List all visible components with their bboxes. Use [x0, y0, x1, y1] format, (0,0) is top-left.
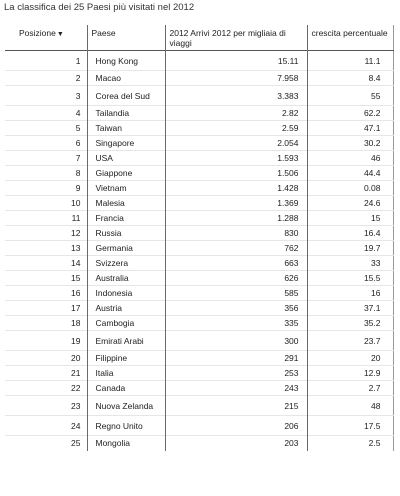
arrivals-cell: 1.506 — [165, 166, 307, 181]
rank-cell: 15 — [5, 271, 87, 286]
country-cell: Cambogia — [87, 316, 165, 331]
arrivals-cell: 1.593 — [165, 151, 307, 166]
table-row — [5, 436, 393, 451]
growth-cell: 30.2 — [307, 136, 393, 151]
country-cell: Italia — [87, 366, 165, 381]
table-row — [5, 121, 393, 136]
country-cell: Germania — [87, 241, 165, 256]
arrivals-cell: 215 — [165, 396, 307, 416]
column-header-rank[interactable] — [5, 25, 87, 51]
arrivals-cell: 830 — [165, 226, 307, 241]
growth-cell: 55 — [307, 86, 393, 106]
growth-cell: 48 — [307, 396, 393, 416]
table-row — [5, 396, 393, 416]
country-cell: Vietnam — [87, 181, 165, 196]
table-header-row — [5, 25, 393, 51]
growth-cell: 17.5 — [307, 416, 393, 436]
country-cell: Svizzera — [87, 256, 165, 271]
rank-cell: 24 — [5, 416, 87, 436]
rank-cell: 20 — [5, 351, 87, 366]
column-header-country[interactable]: Paese — [87, 25, 165, 51]
rank-cell: 14 — [5, 256, 87, 271]
rank-cell: 1 — [75, 55, 81, 66]
rank-cell: 16 — [5, 286, 87, 301]
growth-cell: 15.5 — [307, 271, 393, 286]
rank-cell: 17 — [5, 301, 87, 316]
country-cell: Filippine — [87, 351, 165, 366]
arrivals-cell: 762 — [165, 241, 307, 256]
rank-cell: 5 — [5, 121, 87, 136]
growth-cell: 19.7 — [307, 241, 393, 256]
country-cell: Taiwan — [87, 121, 165, 136]
country-cell: Malesia — [87, 196, 165, 211]
arrivals-cell: 626 — [165, 271, 307, 286]
rank-cell: 11 — [5, 211, 87, 226]
column-header-rank-label: Posizione — [19, 28, 56, 38]
country-cell: Indonesia — [87, 286, 165, 301]
rank-cell: 25 — [5, 436, 87, 451]
country-cell: Tailandia — [87, 106, 165, 121]
table-row — [5, 106, 393, 121]
rank-cell: 22 — [5, 381, 87, 396]
rank-cell: 13 — [5, 241, 87, 256]
rank-cell: 8 — [5, 166, 87, 181]
country-cell: USA — [87, 151, 165, 166]
column-header-arrivals[interactable]: 2012 Arrivi 2012 per migliaia di viaggi — [165, 25, 307, 51]
table-row — [5, 331, 393, 351]
table-body — [5, 51, 393, 451]
arrivals-cell: 585 — [165, 286, 307, 301]
arrivals-cell: 2.59 — [165, 121, 307, 136]
arrivals-cell: 1.369 — [165, 196, 307, 211]
arrivals-cell: 206 — [165, 416, 307, 436]
country-cell: Corea del Sud — [87, 86, 165, 106]
sort-descending-icon: ▼ — [56, 31, 64, 38]
table-row — [5, 151, 393, 166]
table-row — [5, 366, 393, 381]
rank-cell: 21 — [5, 366, 87, 381]
arrivals-cell: 663 — [165, 256, 307, 271]
table-row — [5, 286, 393, 301]
arrivals-cell: 356 — [165, 301, 307, 316]
country-cell: Russia — [87, 226, 165, 241]
growth-cell: 23.7 — [307, 331, 393, 351]
growth-cell: 2.5 — [307, 436, 393, 451]
table-row — [5, 51, 393, 71]
country-cell: Nuova Zelanda — [87, 396, 165, 416]
table-row — [5, 196, 393, 211]
country-cell: Australia — [87, 271, 165, 286]
rank-cell: 2 — [5, 71, 87, 86]
table-row — [5, 381, 393, 396]
growth-cell: 44.4 — [307, 166, 393, 181]
rank-cell: 10 — [5, 196, 87, 211]
country-cell: Austria — [87, 301, 165, 316]
growth-cell: 37.1 — [307, 301, 393, 316]
arrivals-cell: 291 — [165, 351, 307, 366]
rank-cell: 19 — [5, 331, 87, 351]
table-caption: La classifica dei 25 Paesi più visitati nel 2012 — [4, 2, 195, 13]
table-row — [5, 256, 393, 271]
country-cell: Mongolia — [87, 436, 165, 451]
table-row — [5, 71, 393, 86]
arrivals-cell: 15.11 — [165, 51, 307, 71]
country-cell: Giappone — [87, 166, 165, 181]
growth-cell: 35.2 — [307, 316, 393, 331]
country-cell: Canada — [87, 381, 165, 396]
rank-cell: 12 — [5, 226, 87, 241]
column-header-growth[interactable]: crescita percentuale — [307, 25, 393, 51]
growth-cell: 2.7 — [307, 381, 393, 396]
rank-cell: 7 — [5, 151, 87, 166]
growth-cell: 0.08 — [307, 181, 393, 196]
growth-cell: 16 — [307, 286, 393, 301]
table-row — [5, 166, 393, 181]
rank-cell: 9 — [5, 181, 87, 196]
growth-cell: 8.4 — [307, 71, 393, 86]
growth-cell: 47.1 — [307, 121, 393, 136]
arrivals-cell: 2.82 — [165, 106, 307, 121]
growth-cell: 16.4 — [307, 226, 393, 241]
rank-cell: 23 — [5, 396, 87, 416]
growth-cell: 15 — [307, 211, 393, 226]
country-cell: Francia — [87, 211, 165, 226]
growth-cell: 33 — [307, 256, 393, 271]
table-row — [5, 416, 393, 436]
growth-cell: 62.2 — [307, 106, 393, 121]
arrivals-cell: 300 — [165, 331, 307, 351]
table-row — [5, 226, 393, 241]
growth-cell: 20 — [307, 351, 393, 366]
rank-cell: 6 — [5, 136, 87, 151]
arrivals-cell: 7.958 — [165, 71, 307, 86]
country-cell: Macao — [87, 71, 165, 86]
table-row — [5, 241, 393, 256]
country-cell: Hong Kong — [87, 51, 165, 71]
table-row — [5, 351, 393, 366]
country-cell: Singapore — [87, 136, 165, 151]
rank-cell: 4 — [5, 106, 87, 121]
arrivals-cell: 253 — [165, 366, 307, 381]
rank-cell: 18 — [5, 316, 87, 331]
arrivals-cell: 1.288 — [165, 211, 307, 226]
ranking-table — [5, 25, 394, 451]
table-row — [5, 271, 393, 286]
arrivals-cell: 1.428 — [165, 181, 307, 196]
growth-cell: 11.1 — [307, 51, 393, 71]
table-row — [5, 181, 393, 196]
table-row — [5, 86, 393, 106]
arrivals-cell: 203 — [165, 436, 307, 451]
arrivals-cell: 2.054 — [165, 136, 307, 151]
growth-cell: 46 — [307, 151, 393, 166]
country-cell: Emirati Arabi — [87, 331, 165, 351]
table-row — [5, 316, 393, 331]
growth-cell: 12.9 — [307, 366, 393, 381]
rank-cell: 3 — [5, 86, 87, 106]
table-row — [5, 136, 393, 151]
country-cell: Regno Unito — [87, 416, 165, 436]
growth-cell: 24.6 — [307, 196, 393, 211]
arrivals-cell: 335 — [165, 316, 307, 331]
arrivals-cell: 3.383 — [165, 86, 307, 106]
arrivals-cell: 243 — [165, 381, 307, 396]
table-row — [5, 301, 393, 316]
table-row — [5, 211, 393, 226]
